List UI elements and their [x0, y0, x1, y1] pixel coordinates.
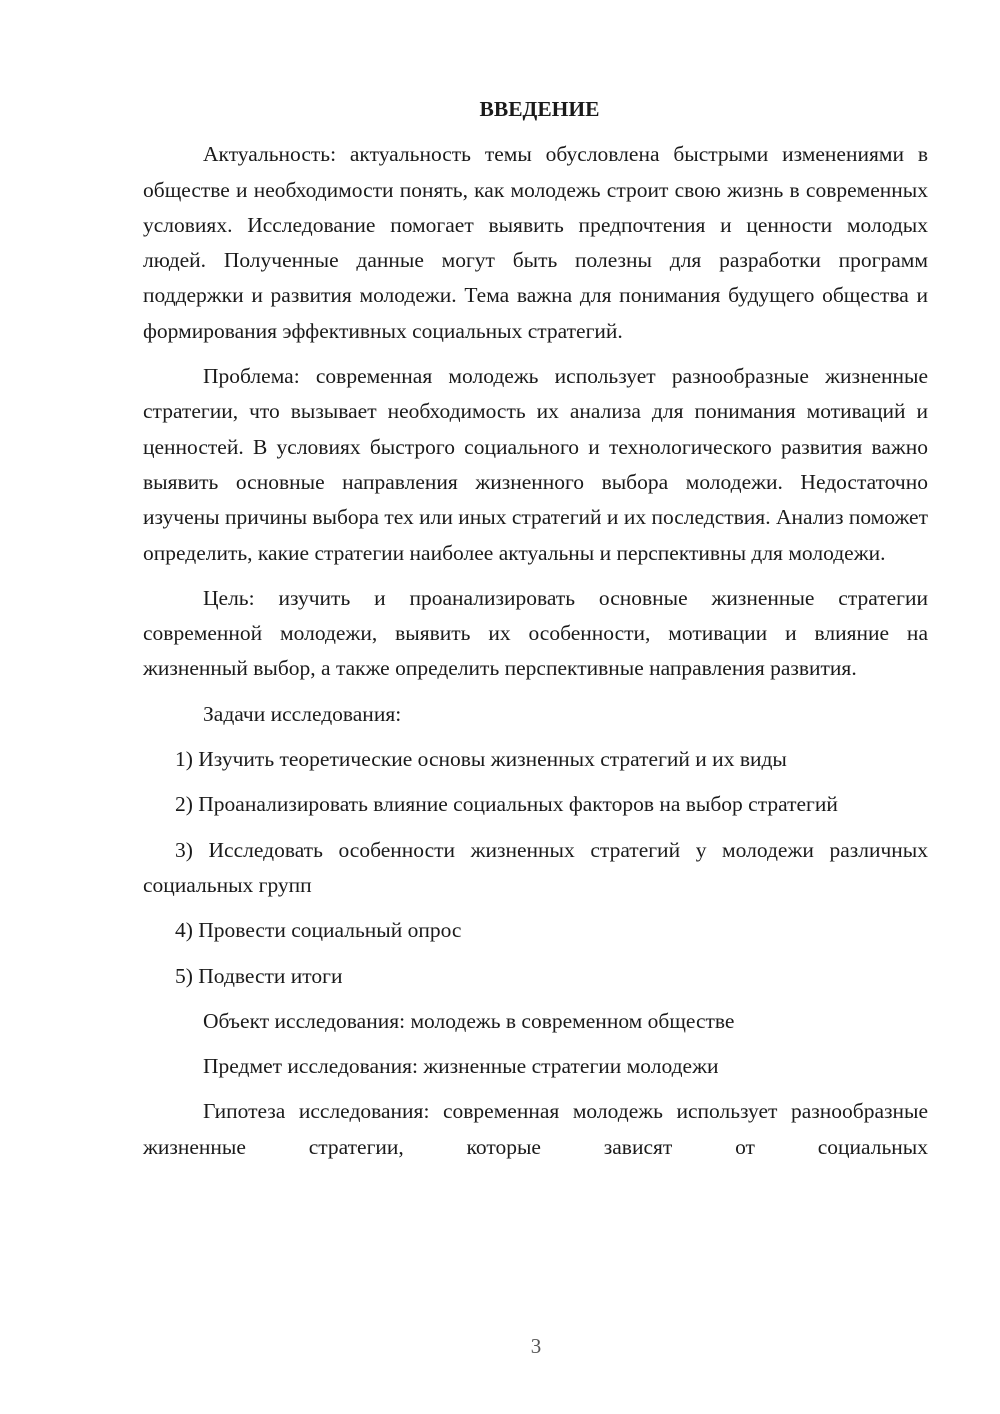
relevance-paragraph: Актуальность: актуальность темы обусловлена быстрыми изменениями в обществе и необходимости понять, как молодежь строит свою жизнь в современных условиях. Исследование помогает выявить предпочтения и ценности молодых людей. Полученные данные могут быть полезны для разработки программ поддержки и развития молодежи. Тема важна для понимания будущего общества и формирования эффективных социальных стратегий. — [143, 142, 928, 343]
document-page — [143, 92, 928, 1175]
research-subject: Предмет исследования: жизненные стратегии молодежи — [203, 1054, 719, 1079]
research-object: Объект исследования: молодежь в современном обществе — [203, 1008, 735, 1033]
goal-paragraph: Цель: изучить и проанализировать основные жизненные стратегии современной молодежи, выявить их особенности, мотивации и влияние на жизненный выбор, а также определить перспективные направления развития. — [143, 585, 928, 681]
tasks-heading: Задачи исследования: — [203, 701, 402, 726]
task-item-5: 5) Подвести итоги — [175, 963, 343, 988]
problem-paragraph: Проблема: современная молодежь использует разнообразные жизненные стратегии, что вызывает необходимость их анализа для понимания мотиваций и ценностей. В условиях быстрого социального и технологического развития важно выявить основные направления жизненного выбора молодежи. Недостаточно изучены причины выбора тех или иных стратегий и их последствия. Анализ поможет определить, какие стратегии наиболее актуальны и перспективны для молодежи. — [143, 364, 928, 565]
task-item-1: 1) Изучить теоретические основы жизненных стратегий и их виды — [175, 747, 787, 772]
task-item-4: 4) Провести социальный опрос — [175, 918, 462, 943]
page-title: ВВЕДЕНИЕ — [479, 97, 600, 121]
page-number: 3 — [530, 1334, 542, 1358]
hypothesis-paragraph: Гипотеза исследования: современная молодежь использует разнообразные жизненные стратегии, которые зависят от социальных — [143, 1099, 928, 1159]
task-item-3: 3) Исследовать особенности жизненных стратегий у молодежи различных социальных групп — [143, 837, 928, 897]
task-item-2: 2) Проанализировать влияние социальных факторов на выбор стратегий — [175, 792, 838, 817]
